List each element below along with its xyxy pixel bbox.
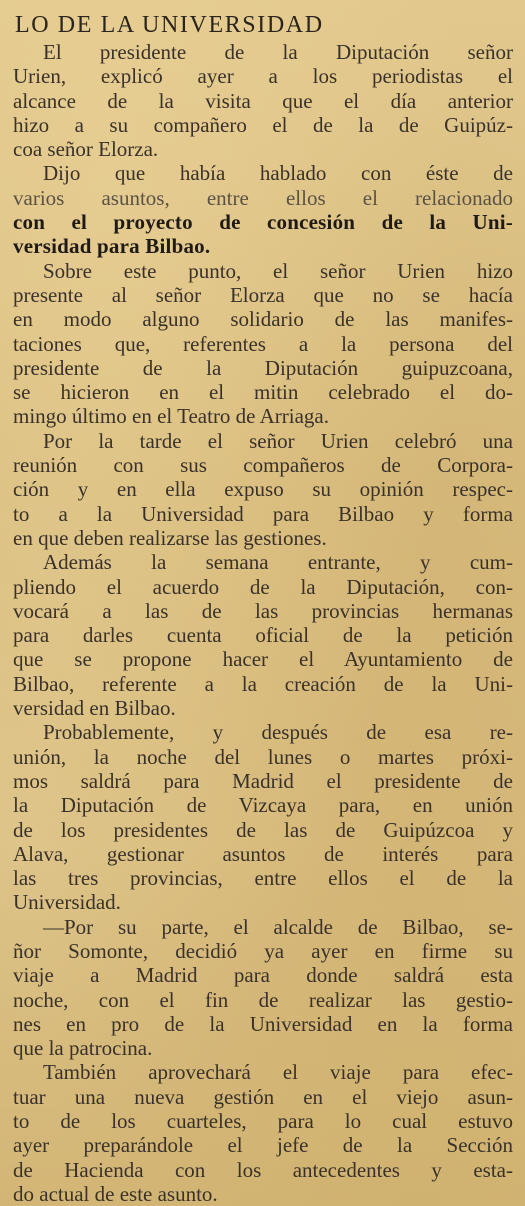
paragraph-8 xyxy=(13,1060,515,1206)
text-line: alcance de la visita que el día anterior xyxy=(13,88,513,113)
text-line: que se propone hacer el Ayuntamiento de xyxy=(13,647,513,672)
text-line: ayer preparándole el jefe de la Sección xyxy=(13,1133,513,1158)
text-line: to a la Universidad para Bilbao y forma xyxy=(13,501,513,526)
text-line: taciones que, referentes a la persona del xyxy=(13,331,513,356)
text-line: Universidad. xyxy=(13,890,121,915)
paragraph-3 xyxy=(13,259,515,429)
text-line: Alava, gestionar asuntos de interés para xyxy=(13,841,513,866)
text-line: presente al señor Elorza que no se hacía xyxy=(13,282,513,307)
text-line: Urien, explicó ayer a los periodistas el xyxy=(13,64,513,89)
text-line: reunión con sus compañeros de Corpora- xyxy=(13,453,513,478)
text-line: de Hacienda con los antecedentes y esta- xyxy=(13,1157,513,1182)
text-line: Sobre este punto, el señor Urien hizo xyxy=(43,258,513,283)
text-line: se hicieron en el mitin celebrado el do- xyxy=(13,380,513,405)
text-line: tuar una nueva gestión en el viejo asun- xyxy=(13,1084,513,1109)
text-line: unión, la noche del lunes o martes próxi- xyxy=(13,744,513,769)
text-line: en modo alguno solidario de las manifes- xyxy=(13,307,513,332)
text-line: para darles cuenta oficial de la petición xyxy=(13,623,513,648)
text-line: Por la tarde el señor Urien celebró una xyxy=(43,428,513,453)
text-line: viaje a Madrid para donde saldrá esta xyxy=(13,963,513,988)
text-line: coa señor Elorza. xyxy=(13,137,159,162)
text-line: noche, con el fin de realizar las gestio- xyxy=(13,987,513,1012)
text-line: que la patrocina. xyxy=(13,1036,153,1061)
text-line: nes en pro de la Universidad en la forma xyxy=(13,1011,513,1036)
paragraph-1 xyxy=(13,40,515,161)
text-line: También aprovechará el viaje para efec- xyxy=(43,1060,513,1085)
text-line: de los presidentes de las de Guipúzcoa y xyxy=(13,817,513,842)
text-line: ción y en ella expuso su opinión respec- xyxy=(13,477,513,502)
text-line: la Diputación de Vizcaya para, en unión xyxy=(13,793,513,818)
paragraph-5 xyxy=(13,550,515,720)
paragraph-4 xyxy=(13,429,515,550)
text-line: —Por su parte, el alcalde de Bilbao, se- xyxy=(43,914,513,939)
paragraph-7 xyxy=(13,915,515,1061)
text-line: versidad en Bilbao. xyxy=(13,696,176,721)
text-line: El presidente de la Diputación señor xyxy=(43,40,513,64)
paragraph-6 xyxy=(13,720,515,914)
text-line: mingo último en el Teatro de Arriaga. xyxy=(13,404,329,429)
text-line: to de los cuarteles, para lo cual estuvo xyxy=(13,1109,513,1134)
text-line: pliendo el acuerdo de la Diputación, con- xyxy=(13,574,513,599)
paragraph-2 xyxy=(13,161,515,258)
text-line: Bilbao, referente a la creación de la Uni- xyxy=(13,671,513,696)
text-line: hizo a su compañero el de la de Guipúz- xyxy=(13,112,513,137)
text-line: Probablemente, y después de esa re- xyxy=(43,720,513,745)
text-line: vocará a las de las provincias hermanas xyxy=(13,598,513,623)
text-line: versidad para Bilbao. xyxy=(13,234,211,259)
text-line: Dijo que había hablado con éste de xyxy=(43,161,513,186)
text-line: Además la semana entrante, y cum- xyxy=(43,550,513,575)
text-line: presidente de la Diputación guipuzcoana, xyxy=(13,355,513,380)
text-line: mos saldrá para Madrid el presidente de xyxy=(13,768,513,793)
text-line: con el proyecto de concesión de la Uni- xyxy=(13,210,513,235)
text-line: do actual de este asunto. xyxy=(13,1181,218,1206)
article-body xyxy=(13,40,515,1206)
text-line: en que deben realizarse las gestiones. xyxy=(13,525,327,550)
text-line: varios asuntos, entre ellos el relacionado xyxy=(13,185,513,210)
article-headline: LO DE LA UNIVERSIDAD xyxy=(15,12,324,38)
text-line: ñor Somonte, decidió ya ayer en firme su xyxy=(13,938,513,963)
text-line: las tres provincias, entre ellos el de la xyxy=(13,866,513,891)
